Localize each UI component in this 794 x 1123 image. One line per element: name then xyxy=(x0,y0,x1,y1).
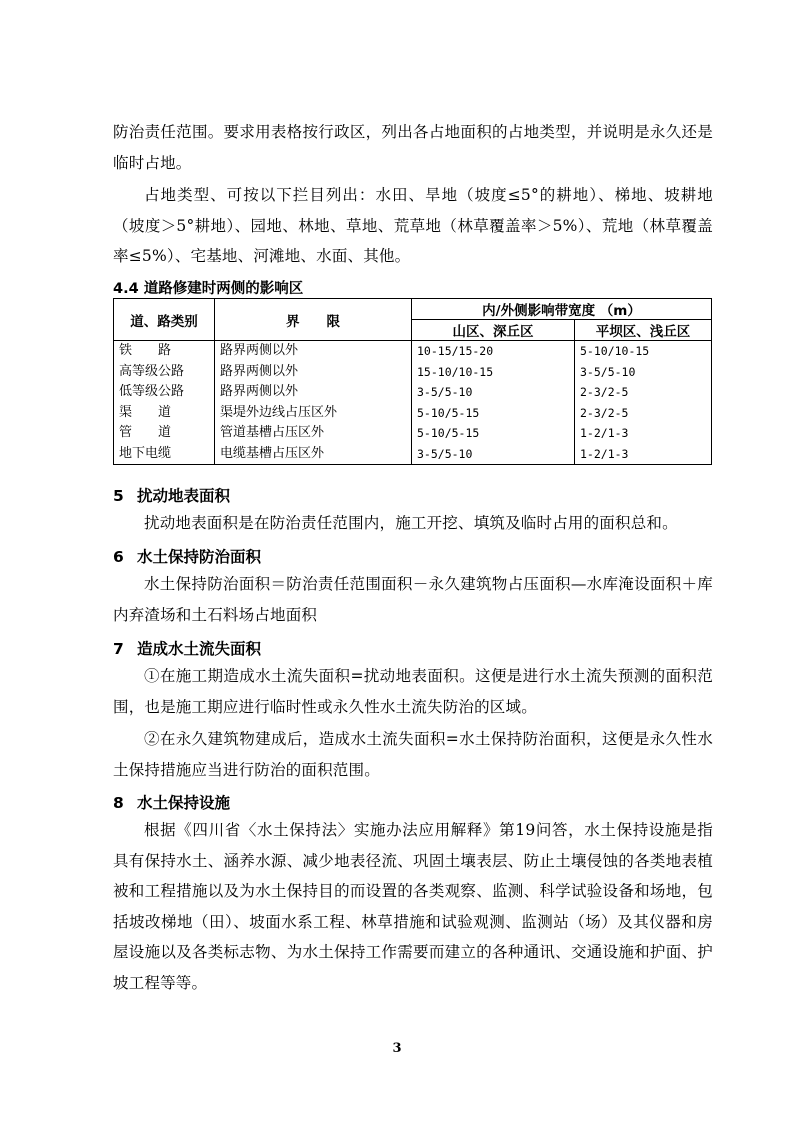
section-number: 8 xyxy=(113,794,124,812)
cell-plain: 5-10/10-15 xyxy=(575,341,712,362)
col-header-mountain: 山区、深丘区 xyxy=(412,320,575,341)
section-heading-8 xyxy=(113,791,230,813)
section-heading-4-4: 4.4 道路修建时两侧的影响区 xyxy=(113,281,304,297)
cell-limit: 电缆基槽占压区外 xyxy=(215,444,412,465)
section-title: 水土保持防治面积 xyxy=(137,548,262,566)
cell-type: 地下电缆 xyxy=(114,444,215,465)
cell-plain: 1-2/1-3 xyxy=(575,423,712,444)
cell-limit: 路界两侧以外 xyxy=(215,362,412,383)
table-row xyxy=(114,444,712,465)
cell-plain: 3-5/5-10 xyxy=(575,362,712,383)
section-number: 5 xyxy=(113,487,124,505)
cell-type: 低等级公路 xyxy=(114,382,215,403)
table-row xyxy=(114,382,712,403)
paragraph-erosion-construction: ①在施工期造成水土流失面积=扰动地表面积。这便是进行水土流失预测的面积范围，也是施工期应进行临时性或永久性水土流失防治的区域。 xyxy=(113,667,713,716)
paragraph-prevention-area: 水土保持防治面积＝防治责任范围面积－永久建筑物占压面积—水库淹设面积＋库内弃渣场和土石料场占地面积 xyxy=(113,575,713,624)
section-heading-7 xyxy=(113,637,261,659)
paragraph-responsibility-scope: 防治责任范围。要求用表格按行政区，列出各占地面积的占地类型，并说明是永久还是临时占地。 xyxy=(113,123,713,172)
cell-limit: 渠堤外边线占压区外 xyxy=(215,403,412,424)
table-row xyxy=(114,341,712,362)
paragraph-erosion-permanent: ②在永久建筑物建成后，造成水土流失面积=水土保持防治面积，这便是永久性水土保持措施应当进行防治的面积范围。 xyxy=(113,730,713,779)
cell-plain: 1-2/1-3 xyxy=(575,444,712,465)
section-number: 6 xyxy=(113,548,124,566)
cell-limit: 路界两侧以外 xyxy=(215,382,412,403)
cell-mountain: 5-10/5-15 xyxy=(412,423,575,444)
cell-limit: 路界两侧以外 xyxy=(215,341,412,362)
col-header-width: 内/外侧影响带宽度 （m） xyxy=(412,299,712,320)
cell-limit: 管道基槽占压区外 xyxy=(215,423,412,444)
cell-mountain: 15-10/10-15 xyxy=(412,362,575,383)
section-heading-5 xyxy=(113,484,230,506)
table-row xyxy=(114,362,712,383)
section-number: 7 xyxy=(113,640,124,658)
road-influence-table xyxy=(113,298,712,465)
section-title: 水土保持设施 xyxy=(137,794,231,812)
table-row xyxy=(114,423,712,444)
paragraph-land-types: 占地类型、可按以下拦目列出：水田、旱地（坡度≤5°的耕地）、梯地、坡耕地（坡度＞5°耕地）、园地、林地、草地、荒草地（林草覆盖率＞5%）、荒地（林草覆盖率≤5%）、宅基地、河滩地、水面、其他。 xyxy=(113,186,713,265)
cell-plain: 2-3/2-5 xyxy=(575,403,712,424)
cell-type: 铁 路 xyxy=(114,341,215,362)
col-header-limit: 界 限 xyxy=(215,299,412,341)
cell-type: 渠 道 xyxy=(114,403,215,424)
cell-mountain: 3-5/5-10 xyxy=(412,444,575,465)
cell-mountain: 5-10/5-15 xyxy=(412,403,575,424)
cell-mountain: 10-15/15-20 xyxy=(412,341,575,362)
table-row xyxy=(114,403,712,424)
col-header-type: 道、路类别 xyxy=(114,299,215,341)
cell-type: 管 道 xyxy=(114,423,215,444)
section-heading-6 xyxy=(113,545,261,567)
cell-type: 高等级公路 xyxy=(114,362,215,383)
col-header-plain: 平坝区、浅丘区 xyxy=(575,320,712,341)
cell-plain: 2-3/2-5 xyxy=(575,382,712,403)
cell-mountain: 3-5/5-10 xyxy=(412,382,575,403)
paragraph-conservation-facilities: 根据《四川省〈水土保持法〉实施办法应用解释》第19问答，水土保持设施是指具有保持水土、涵养水源、减少地表径流、巩固土壤表层、防止土壤侵蚀的各类地表植被和工程措施以及为水土保持目的而设置的各类观察、监测、科学试验设备和场地，包括坡改梯地（田）、坡面水系工程、林草措施和试验观测、监测站（场）及其仪器和房屋设施以及各类标志物、为水土保持工作需要而建立的各种通讯、交通设施和护面、护坡工程等等。 xyxy=(113,821,713,992)
section-title: 扰动地表面积 xyxy=(137,487,231,505)
paragraph-disturbed-area: 扰动地表面积是在防治责任范围内，施工开挖、填筑及临时占用的面积总和。 xyxy=(144,514,678,532)
section-title: 造成水土流失面积 xyxy=(137,640,262,658)
page-number: 3 xyxy=(392,1041,402,1056)
